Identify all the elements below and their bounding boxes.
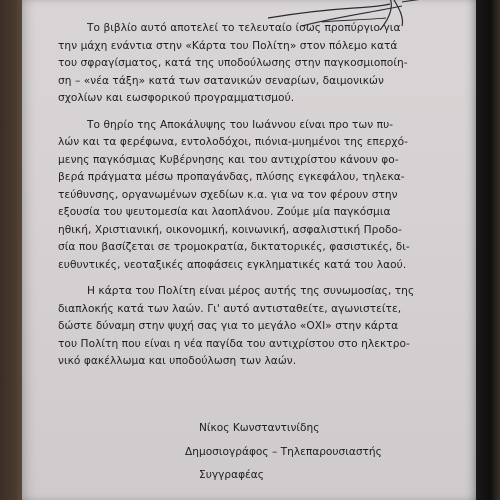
author-role: Δημοσιογράφος – Τηλεπαρουσιαστής bbox=[185, 445, 382, 458]
author-signature-block bbox=[185, 417, 382, 488]
text-line: ση – «νέα τάξη» κατά των σατανικών σεναρίων, δαιμονικών bbox=[58, 74, 384, 87]
text-line: Η κάρτα του Πολίτη είναι μέρος αυτής της συνωμοσίας, της bbox=[87, 285, 415, 297]
text-line: μενης παγκόσμιας Κυβέρνησης και του αντιχρίστου κάνουν φο- bbox=[58, 153, 399, 166]
text-line: Το βιβλίο αυτό αποτελεί το τελευταίο ίσως προπύργιο για bbox=[87, 22, 401, 34]
text-line: του σφραγίσματος, κατά της υποδούλωσης στην παγκοσμιοποίη- bbox=[58, 57, 408, 69]
text-line: βερά πράγματα μέσω προπαγάνδας, πλύσης εγκεφάλου, τηλεκα- bbox=[58, 171, 405, 183]
text-line: εξουσία του ψευτομεσία και λαοπλάνου. Ζούμε μία παγκόσμια bbox=[58, 206, 391, 218]
book-page bbox=[22, 0, 476, 500]
text-line: τεύθυνσης, οργανωμένων σχεδίων κ.α. για να τον φέρουν στην bbox=[58, 188, 398, 201]
paragraph-3 bbox=[58, 283, 462, 371]
book-cover-edge bbox=[475, 0, 500, 500]
author-name: Νίκος Κωνσταντινίδης bbox=[199, 422, 320, 434]
body-text bbox=[58, 20, 462, 380]
text-line: Το θηρίο της Αποκάλυψης του Ιωάννου είναι προ των πυ- bbox=[87, 118, 394, 131]
paragraph-2 bbox=[58, 117, 462, 275]
text-line: λών και τα φερέφωνα, εντολοδόχοι, πιόνια-μυημένοι της επερχό- bbox=[58, 136, 408, 148]
text-line: διαπλοκής κατά των λαών. Γι' αυτό αντισταθείτε, αγωνιστείτε, bbox=[58, 302, 402, 315]
text-line: ηθική, Χριστιανική, οικονομική, κοινωνική, ασφαλιστική Προδο- bbox=[58, 223, 402, 236]
text-line: ευθυντικές, νεοταξικές αποφάσεις εγκληματικές κατά του λαού. bbox=[58, 258, 407, 271]
text-line: νικό φακέλλωμα και υποδούλωση των λαών. bbox=[58, 355, 297, 367]
text-line: σχολίων και εωσφορικού προγραμματισμού. bbox=[58, 92, 295, 104]
text-line: δώστε δύναμη στην ψυχή σας για το μεγάλο «ΟΧΙ» στην κάρτα bbox=[58, 320, 399, 332]
author-title: Συγγραφέας bbox=[199, 469, 264, 481]
text-line: του Πολίτη που είναι η νέα παγίδα του αντιχρίστου στο ηλεκτρο- bbox=[58, 337, 410, 350]
text-line: την μάχη ενάντια στην «Κάρτα του Πολίτη» στον πόλεμο κατά bbox=[58, 39, 398, 52]
text-line: σία που βασίζεται σε τρομοκρατία, δικτατορικές, φασιστικές, δι- bbox=[58, 241, 410, 253]
paragraph-1 bbox=[58, 20, 462, 108]
